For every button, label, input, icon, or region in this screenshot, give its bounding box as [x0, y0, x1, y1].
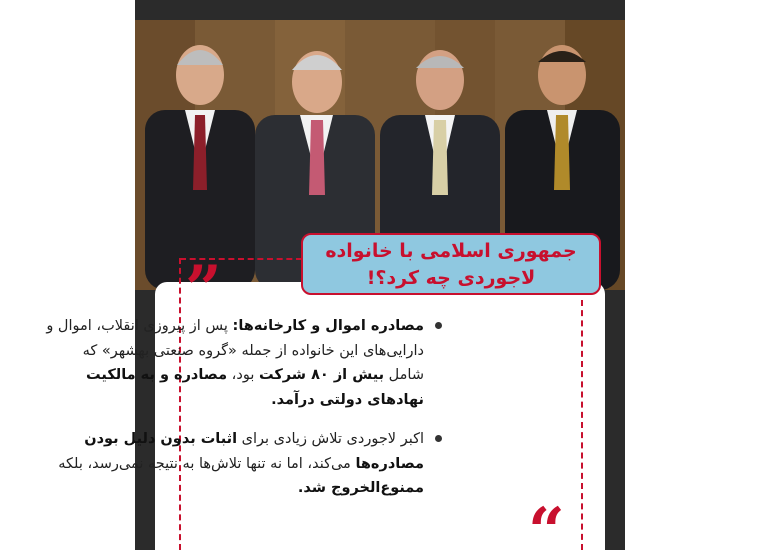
item-2-text-2: می‌کند، اما نه تنها تلاش‌ها به نتیجه نمی‌رسد، بلکه	[58, 455, 356, 472]
item-1-bold-1: مصادره اموال و کارخانه‌ها:	[232, 318, 424, 334]
bullet-icon	[435, 322, 442, 329]
list-item	[46, 427, 444, 501]
title-line-1: جمهوری اسلامی با خانواده	[325, 240, 577, 262]
item-1-bold-3: مصادره و به مالکیت نهادهای دولتی درآمد.	[86, 367, 424, 408]
dashed-border-right	[581, 300, 583, 550]
item-2-text-1: اکبر لاجوردی تلاش زیادی برای	[237, 431, 424, 447]
list-item	[46, 314, 444, 412]
close-quote-icon: “	[528, 494, 565, 550]
item-2-bold-1: اثبات بدون دلیل بودن مصادره‌ها	[84, 431, 424, 472]
title-line-2: لاجوردی چه کرد؟!	[366, 267, 536, 289]
item-1-text-1: پس از پیروزی انقلاب، اموال و دارایی‌های این خانواده از جمله «گروه صنعتی بهشهر» که شامل	[46, 318, 424, 383]
item-1-text-2: بود،	[227, 367, 259, 383]
item-1-bold-2: بیش از ۸۰ شرکت	[258, 367, 385, 383]
open-quote-icon: ”	[185, 252, 222, 327]
title-box	[301, 233, 601, 295]
item-2-bold-2: ممنوع‌الخروج شد.	[297, 480, 424, 496]
article-body	[46, 314, 444, 501]
bullet-icon	[435, 435, 442, 442]
